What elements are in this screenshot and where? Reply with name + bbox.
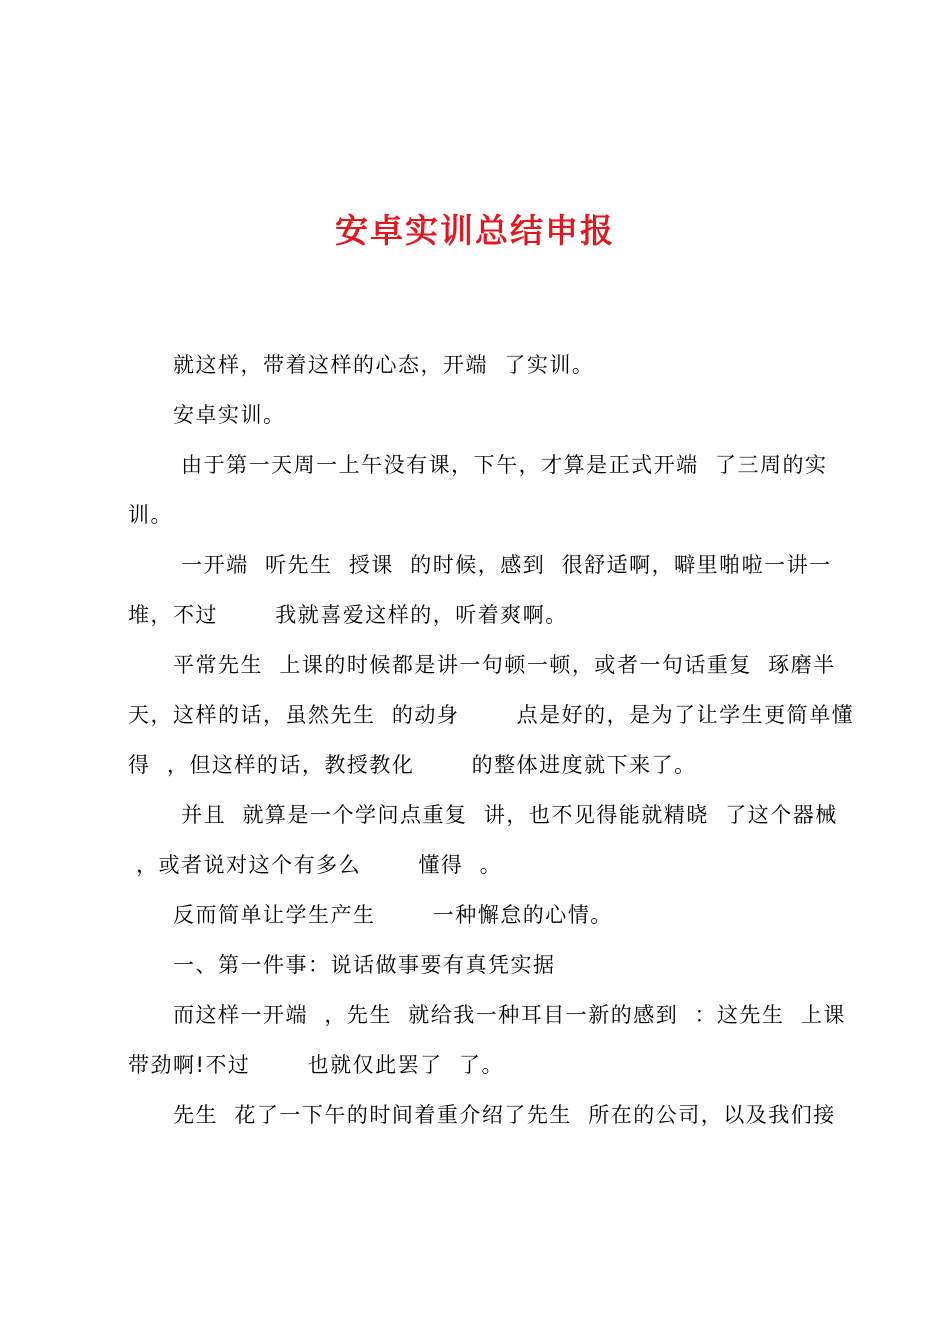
- body-line: ，或者说对这个有多么 懂得 。: [128, 853, 503, 877]
- body-line: 由于第一天周一上午没有课，下午，才算是正式开端 了三周的实: [173, 453, 828, 477]
- body-line: 安卓实训。: [173, 403, 286, 427]
- body-line: 得 ，但这样的话，教授教化 的整体进度就下来了。: [128, 753, 697, 777]
- body-line: 先生 花了一下午的时间着重介绍了先生 所在的公司，以及我们接: [173, 1103, 836, 1127]
- document-title: 安卓实训总结申报: [335, 211, 615, 250]
- body-line: 带劲啊!不过 也就仅此罢了 了。: [128, 1053, 504, 1077]
- document-body: [128, 340, 855, 1140]
- body-line: 训。: [128, 503, 173, 527]
- body-line: 反而简单让学生产生 一种懈怠的心情。: [173, 903, 613, 927]
- body-line: 平常先生 上课的时候都是讲一句顿一顿，或者一句话重复 琢磨半: [173, 653, 836, 677]
- body-line: 并且 就算是一个学问点重复 讲，也不见得能就精晓 了这个器械: [173, 803, 838, 827]
- body-line: 天，这样的话，虽然先生 的动身 点是好的，是为了让学生更简单懂: [128, 703, 855, 727]
- body-line: 就这样，带着这样的心态，开端 了实训。: [173, 353, 595, 377]
- body-line: 而这样一开端 ，先生 就给我一种耳目一新的感到 ：这先生 上课: [173, 1003, 846, 1027]
- body-line: 堆，不过 我就喜爱这样的，听着爽啊。: [128, 603, 568, 627]
- body-line: 一开端 听先生 授课 的时候，感到 很舒适啊，噼里啪啦一讲一: [173, 553, 832, 577]
- body-line: 一、第一件事：说话做事要有真凭实据: [173, 953, 556, 977]
